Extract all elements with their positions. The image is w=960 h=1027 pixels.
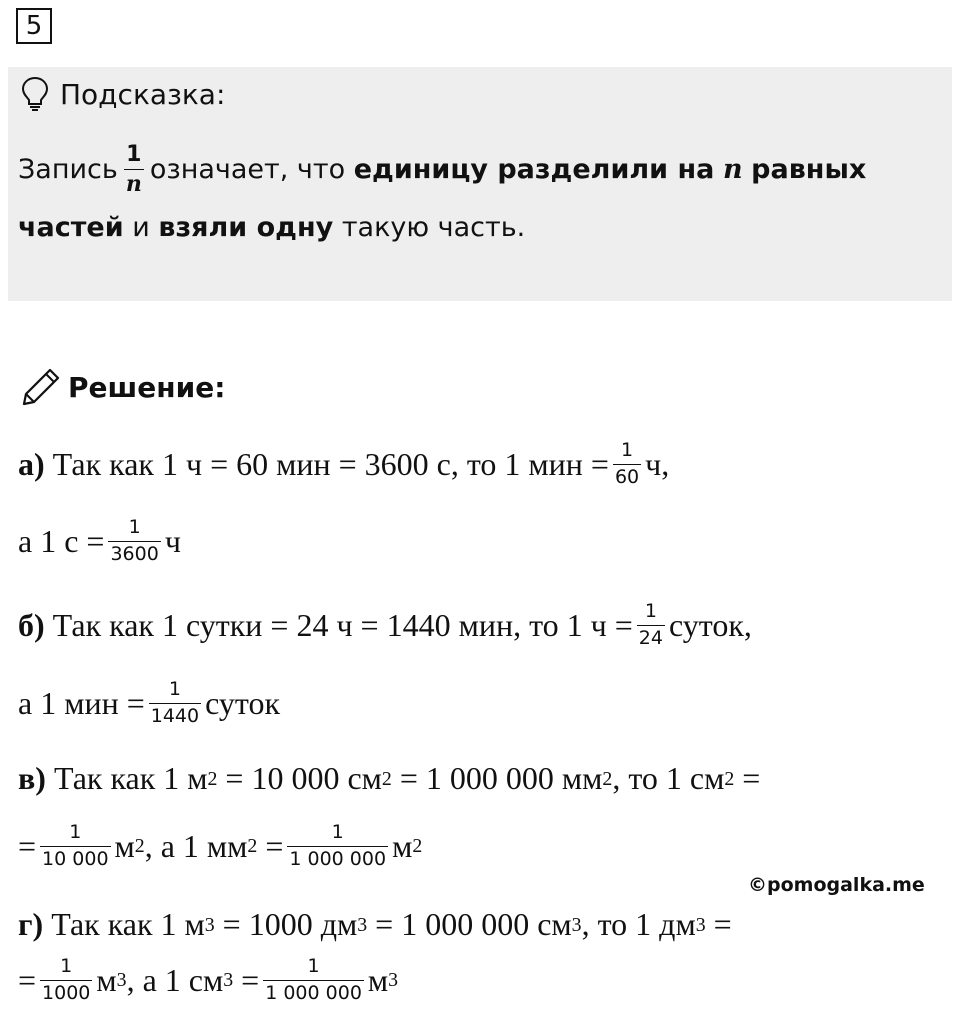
fraction-numerator: 1 [644, 600, 657, 622]
equation-text: м [114, 827, 135, 864]
item-label: в) [18, 760, 46, 796]
hint-bold-text: взяли одну [158, 212, 334, 243]
solution-line-b2 [18, 679, 280, 728]
hint-bold-variable: n [722, 154, 743, 186]
fraction-numerator: 1 [126, 142, 142, 167]
fraction-denominator: n [125, 171, 142, 198]
hint-line-1 [18, 142, 866, 198]
fraction [108, 517, 160, 566]
equation-text: суток, [668, 606, 752, 643]
fraction [40, 822, 110, 871]
hint-title: Подсказка: [60, 77, 226, 111]
equation-text: = 1000 дм [214, 906, 358, 942]
equation-text: Так как 1 м [51, 906, 205, 942]
hint-bold-text: равных [751, 154, 867, 186]
hint-text: Запись [18, 154, 118, 186]
equation-text: = 1 000 000 мм [391, 760, 603, 796]
fraction [637, 601, 665, 650]
item-label: б) [18, 606, 45, 643]
fraction-numerator: 1 [69, 821, 82, 843]
equation-text: Так как 1 м [53, 760, 208, 796]
task-number: 5 [25, 11, 43, 41]
fraction-denominator: 24 [638, 626, 663, 649]
equation-text: = [734, 760, 761, 796]
fraction-denominator: 1000 [42, 981, 91, 1004]
fraction [287, 822, 388, 871]
fraction-numerator: 1 [331, 821, 344, 843]
fraction [613, 440, 641, 489]
solution-title: Решение: [68, 370, 226, 404]
equation-text: ч [164, 522, 181, 559]
equation-text: , то 1 дм [581, 906, 696, 942]
hint-title-row [20, 76, 225, 112]
equation-text: = [18, 827, 37, 864]
equation-text: м [367, 961, 389, 998]
fraction-numerator: 1 [168, 678, 181, 700]
fraction-denominator: 1 000 000 [265, 981, 362, 1004]
hint-line-2 [18, 212, 525, 243]
fraction-numerator: 1 [621, 439, 634, 461]
equation-text: м [96, 961, 117, 998]
item-label: а) [18, 445, 45, 482]
hint-text: и [132, 212, 150, 243]
fraction-numerator: 1 [128, 516, 141, 538]
equation-text: Так как 1 сутки = 24 ч = 1440 мин, то 1 ч = [52, 606, 633, 643]
solution-line-v2: = $\frac{1}{10 000}$ м 2 , а 1 мм 2 = $\frac{1}{1 000 000}$ м 2 [18, 821, 423, 870]
equation-text: = [705, 906, 732, 942]
equation-text: = [233, 961, 260, 998]
equation-text: ч, [645, 445, 670, 482]
hint-fraction [124, 142, 144, 198]
item-label: г) [18, 906, 44, 942]
solution-line-a2 [18, 517, 181, 566]
solution-line-a1 [18, 440, 669, 489]
equation-text: = [18, 961, 37, 998]
equation-text: а 1 с = [18, 522, 105, 559]
watermark: ©pomogalka.me [748, 874, 925, 896]
solution-line-g1: г) Так как 1 м 3 = 1000 дм 3 = 1 000 000 см 3 , то 1 дм 3 = [18, 906, 732, 942]
equation-text: , а 1 см [126, 961, 224, 998]
fraction-denominator: 1 000 000 [289, 847, 387, 870]
equation-text: суток [205, 684, 280, 721]
fraction-denominator: 60 [614, 465, 640, 488]
fraction [263, 956, 364, 1005]
task-number-box [16, 8, 52, 44]
solution-line-b1 [18, 601, 752, 650]
equation-text: = 10 000 см [217, 760, 382, 796]
hint-text: означает, что [149, 154, 346, 186]
pencil-icon [20, 366, 62, 408]
fraction-numerator: 1 [307, 955, 320, 977]
hint-bold-text: частей [18, 212, 124, 243]
equation-text: , а 1 мм [144, 827, 248, 864]
fraction-denominator: 3600 [110, 542, 159, 565]
hint-text: такую часть. [341, 212, 526, 243]
fraction-denominator: 1440 [150, 704, 200, 727]
fraction [40, 956, 92, 1005]
equation-text: а 1 мин = [18, 684, 145, 721]
fraction [149, 679, 201, 728]
equation-text: , то 1 см [612, 760, 725, 796]
equation-text: = [257, 827, 284, 864]
solution-line-v1: в) Так как 1 м 2 = 10 000 см 2 = 1 000 000 мм 2 , то 1 см 2 = [18, 760, 761, 796]
lightbulb-icon [20, 76, 50, 112]
fraction-numerator: 1 [60, 955, 73, 977]
fraction-denominator: 10 000 [42, 847, 109, 870]
solution-title-row [20, 366, 225, 408]
solution-line-g2: = $\frac{1}{1000}$ м 3 , а 1 см 3 = $\frac{1}{1 000 000}$ м 3 [18, 955, 399, 1004]
hint-bold-text: единицу разделили на [353, 154, 715, 186]
equation-text: м [392, 827, 413, 864]
equation-text: Так как 1 ч = 60 мин = 3600 с, то 1 мин = [52, 445, 609, 482]
equation-text: = 1 000 000 см [367, 906, 572, 942]
